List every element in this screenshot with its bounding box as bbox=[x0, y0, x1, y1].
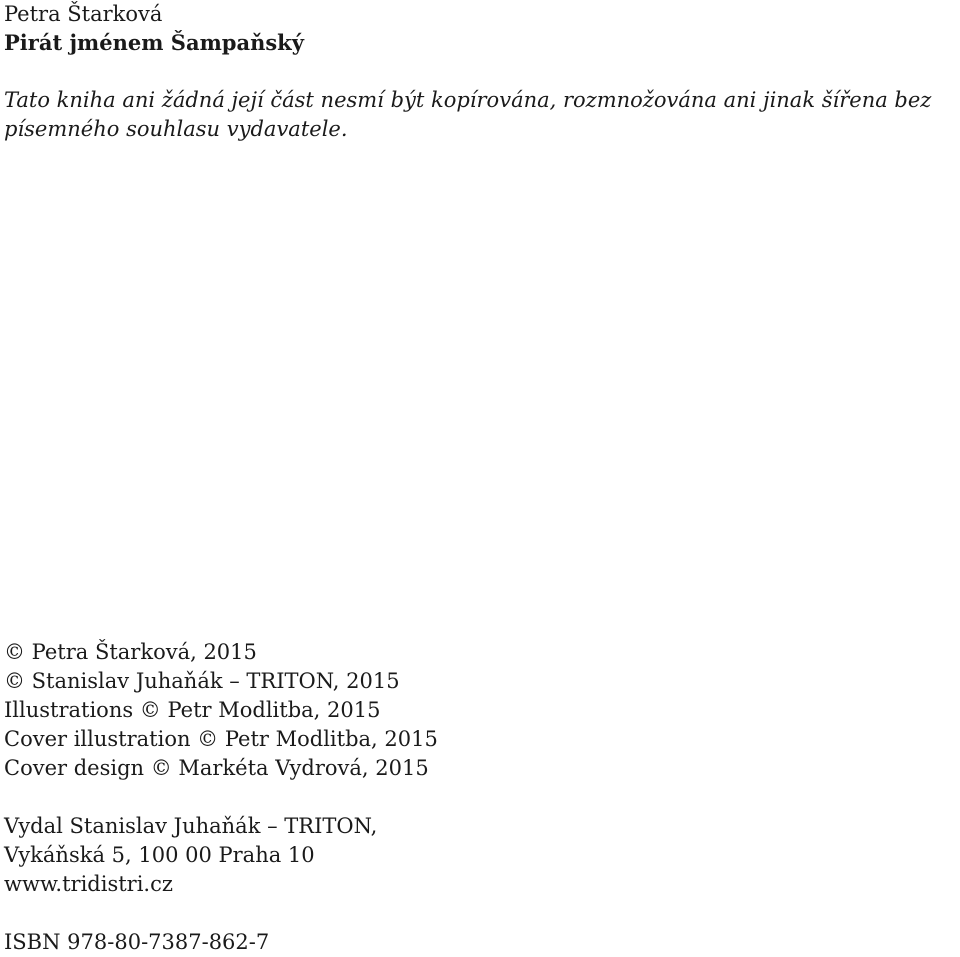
book-title: Pirát jménem Šampaňský bbox=[4, 30, 304, 55]
publisher-address: Vykáňská 5, 100 00 Praha 10 bbox=[4, 843, 315, 867]
publisher-website: www.tridistri.cz bbox=[4, 872, 173, 896]
author-name: Petra Štarková bbox=[4, 2, 163, 26]
copyright-line-illustrations: Illustrations © Petr Modlitba, 2015 bbox=[4, 698, 381, 722]
copyright-line-cover-design: Cover design © Markéta Vydrová, 2015 bbox=[4, 756, 429, 780]
publisher-name: Vydal Stanislav Juhaňák – TRITON, bbox=[4, 814, 378, 838]
copyright-line-author: © Petra Štarková, 2015 bbox=[4, 640, 257, 664]
copyright-list bbox=[4, 638, 438, 783]
copyright-notice: Tato kniha ani žádná její část nesmí být kopírována, rozmnožována ani jinak šířena bez písemného souhlasu vydavatele. bbox=[4, 88, 932, 141]
copyright-line-publisher: © Stanislav Juhaňák – TRITON, 2015 bbox=[4, 669, 400, 693]
copyright-line-cover-illustration: Cover illustration © Petr Modlitba, 2015 bbox=[4, 727, 438, 751]
isbn-number: ISBN 978-80-7387-862-7 bbox=[4, 930, 270, 954]
publisher-info bbox=[4, 812, 377, 899]
